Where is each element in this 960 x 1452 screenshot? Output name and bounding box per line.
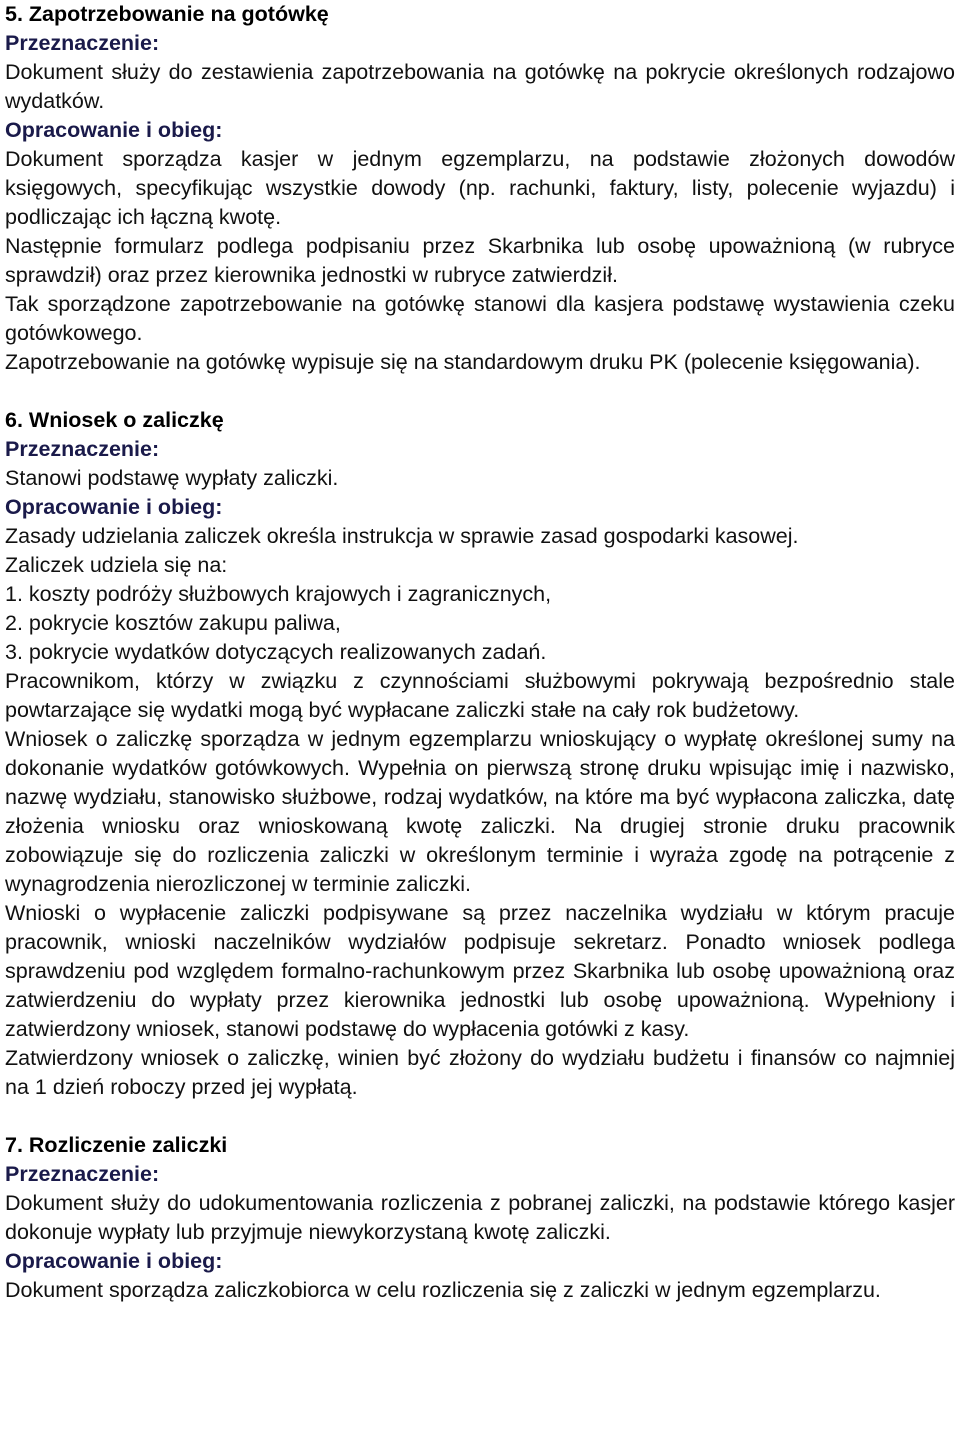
section-advance-settlement xyxy=(5,1131,955,1305)
list-item: 2. pokrycie kosztów zakupu paliwa, xyxy=(5,611,341,635)
paragraph: Zatwierdzony wniosek o zaliczkę, winien być złożony do wydziału budżetu i finansów co najmniej na 1 dzień roboczy przed jej wypłatą. xyxy=(5,1046,955,1099)
paragraph: Tak sporządzone zapotrzebowanie na gotówkę stanowi dla kasjera podstawę wystawienia czeku gotówkowego. xyxy=(5,292,955,345)
paragraph: Wnioski o wypłacenie zaliczki podpisywane są przez naczelnika wydziału w którym pracuje pracownik, wnioski naczelników wydziałów podpisuje sekretarz. Ponadto wniosek podlega sprawdzeniu pod względem formalno-rachunkowym przez Skarbnika lub osobę upoważnioną oraz zatwierdzeniu do wypłaty przez kierownika jednostki lub osobę upoważnioną. Wypełniony i zatwierdzony wniosek, stanowi podstawę do wypłacenia gotówki z kasy. xyxy=(5,901,955,1041)
purpose-text: Stanowi podstawę wypłaty zaliczki. xyxy=(5,466,339,490)
process-label: Opracowanie i obieg: xyxy=(5,118,223,142)
paragraph: Wniosek o zaliczkę sporządza w jednym egzemplarzu wnioskujący o wypłatę określonej sumy na dokonanie wydatków gotówkowych. Wypełnia on pierwszą stronę druku wpisując imię i nazwisko, nazwę wydziału, stanowisko służbowe, rodzaj wydatków, na które ma być wypłacona zaliczka, datę złożenia wniosku oraz wnioskowaną kwotę zaliczki. Na drugiej stronie druku pracownik zobowiązuje się do rozliczenia zaliczki w określonym terminie i wyraża zgodę na potrącenie z wynagrodzenia nierozliczonej w terminie zaliczki. xyxy=(5,727,955,896)
paragraph: Pracownikom, którzy w związku z czynnościami służbowymi pokrywają bezpośrednio stale powtarzające się wydatki mogą być wypłacane zaliczki stałe na cały rok budżetowy. xyxy=(5,669,955,722)
paragraph: Dokument sporządza kasjer w jednym egzemplarzu, na podstawie złożonych dowodów księgowych, specyfikując wszystkie dowody (np. rachunki, faktury, listy, polecenie wyjazdu) i podliczając ich łączną kwotę. xyxy=(5,147,955,229)
intro-line: Zasady udzielania zaliczek określa instrukcja w sprawie zasad gospodarki kasowej. xyxy=(5,524,799,548)
section-advance-request xyxy=(5,406,955,1102)
paragraph: Dokument sporządza zaliczkobiorca w celu rozliczenia się z zaliczki w jednym egzemplarzu. xyxy=(5,1278,881,1302)
document-page xyxy=(5,0,955,1305)
process-label: Opracowanie i obieg: xyxy=(5,495,223,519)
section-heading: 6. Wniosek o zaliczkę xyxy=(5,408,224,432)
purpose-label: Przeznaczenie: xyxy=(5,1162,160,1186)
section-heading: 7. Rozliczenie zaliczki xyxy=(5,1133,228,1157)
purpose-label: Przeznaczenie: xyxy=(5,437,160,461)
section-heading: 5. Zapotrzebowanie na gotówkę xyxy=(5,2,329,26)
list-item: 3. pokrycie wydatków dotyczących realizowanych zadań. xyxy=(5,640,547,664)
process-label: Opracowanie i obieg: xyxy=(5,1249,223,1273)
list-item: 1. koszty podróży służbowych krajowych i zagranicznych, xyxy=(5,582,552,606)
purpose-text: Dokument służy do zestawienia zapotrzebowania na gotówkę na pokrycie określonych rodzajowo wydatków. xyxy=(5,60,955,113)
paragraph: Następnie formularz podlega podpisaniu przez Skarbnika lub osobę upoważnioną (w rubryce sprawdził) oraz przez kierownika jednostki w rubryce zatwierdził. xyxy=(5,234,955,287)
paragraph: Zapotrzebowanie na gotówkę wypisuje się na standardowym druku PK (polecenie księgowania). xyxy=(5,350,921,374)
section-cash-requisition xyxy=(5,0,955,377)
purpose-text: Dokument służy do udokumentowania rozliczenia z pobranej zaliczki, na podstawie którego kasjer dokonuje wypłaty lub przyjmuje niewykorzystaną kwotę zaliczki. xyxy=(5,1191,955,1244)
purpose-label: Przeznaczenie: xyxy=(5,31,160,55)
intro-line: Zaliczek udziela się na: xyxy=(5,553,228,577)
